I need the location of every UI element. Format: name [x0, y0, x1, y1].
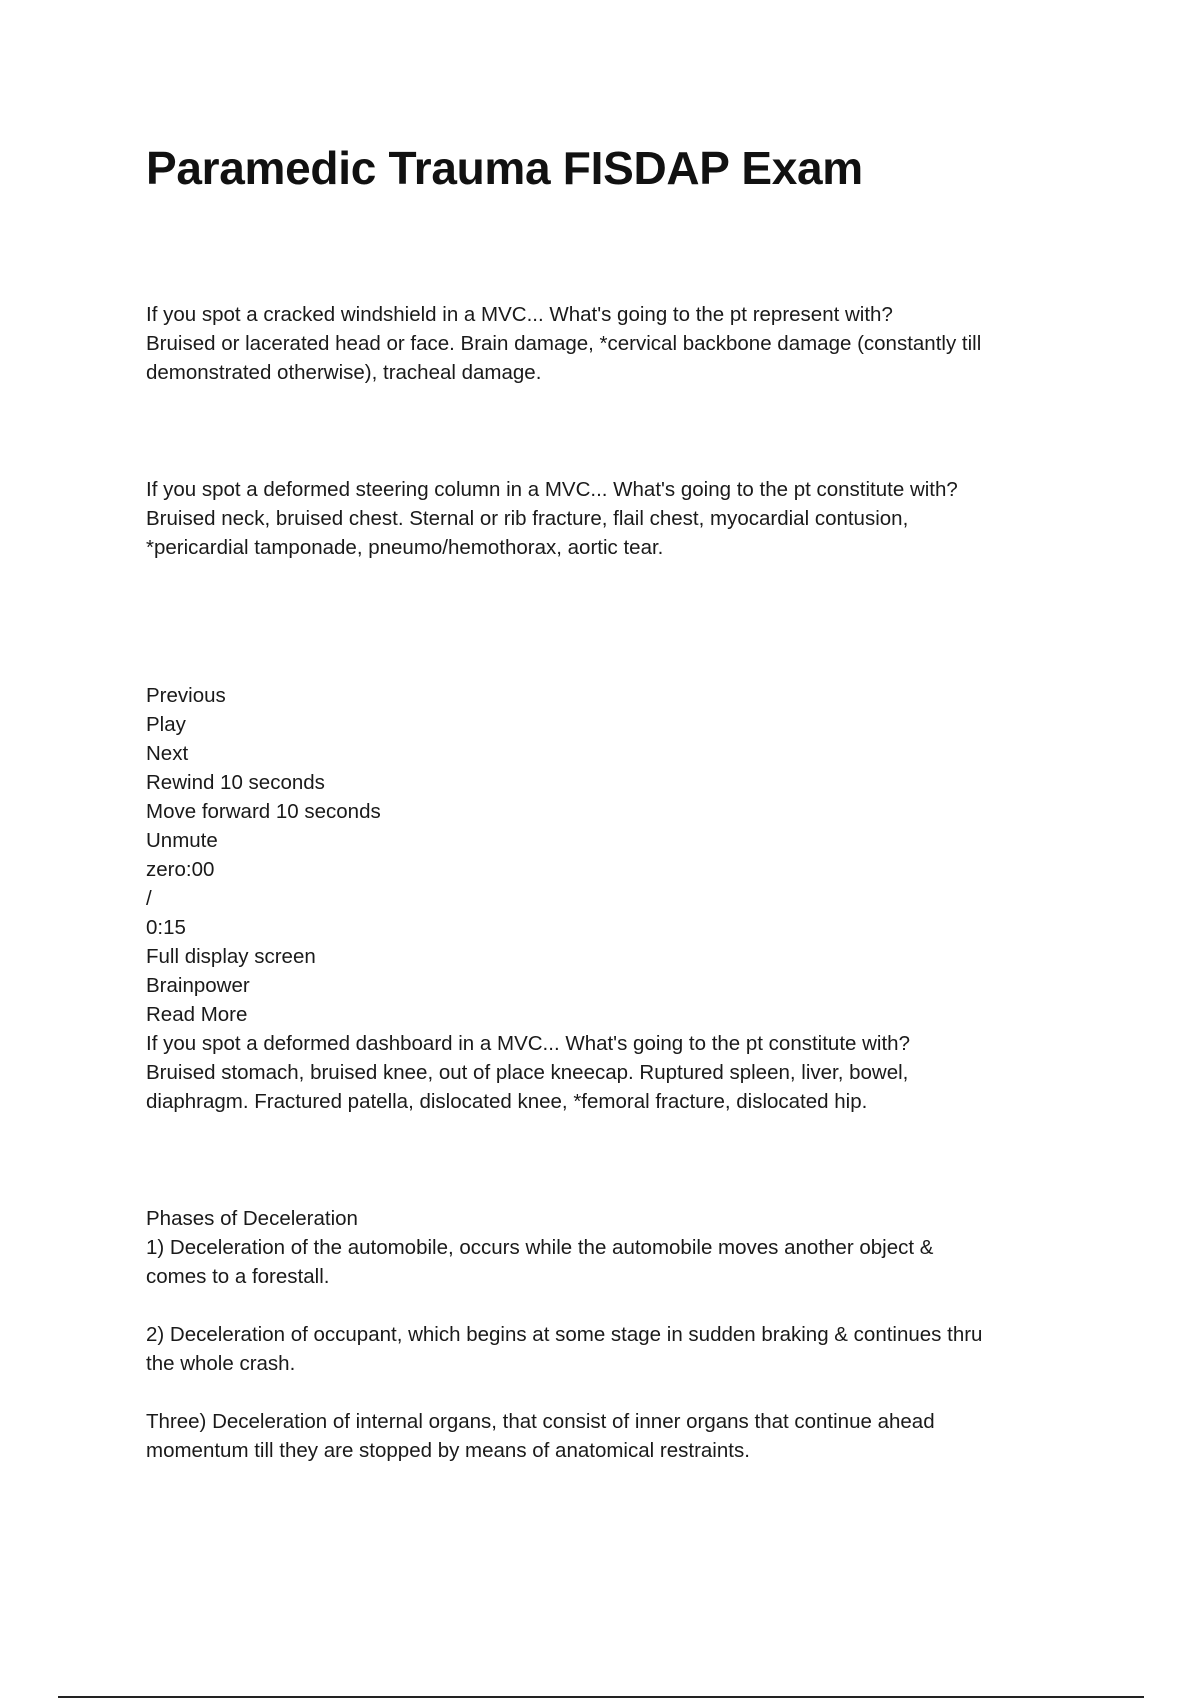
answer-text-line: demonstrated otherwise), tracheal damage.	[146, 361, 542, 384]
qa-phases-of-deceleration	[146, 1204, 1066, 1465]
previous-button[interactable]: Previous	[146, 684, 226, 707]
phase-text-line: momentum till they are stopped by means of anatomical restraints.	[146, 1439, 750, 1462]
qa-deformed-steering-column	[146, 475, 1066, 562]
qa-cracked-windshield	[146, 300, 1066, 387]
brainpower-label: Brainpower	[146, 974, 250, 997]
question-text: Phases of Deceleration	[146, 1207, 358, 1230]
current-time: zero:00	[146, 858, 215, 881]
phase-text-line: 2) Deceleration of occupant, which begins at some stage in sudden braking & continues thru	[146, 1323, 983, 1346]
paragraph-gap	[146, 1291, 1066, 1320]
phase-text-line: 1) Deceleration of the automobile, occurs while the automobile moves another object &	[146, 1236, 934, 1259]
answer-text-line: diaphragm. Fractured patella, dislocated knee, *femoral fracture, dislocated hip.	[146, 1090, 868, 1113]
question-text: If you spot a deformed dashboard in a MVC... What's going to the pt constitute with?	[146, 1032, 910, 1055]
unmute-button[interactable]: Unmute	[146, 829, 218, 852]
read-more-link[interactable]: Read More	[146, 1003, 248, 1026]
phase-text-line: comes to a forestall.	[146, 1265, 330, 1288]
answer-text-line: Bruised or lacerated head or face. Brain damage, *cervical backbone damage (constantly till	[146, 332, 982, 355]
answer-text-line: Bruised neck, bruised chest. Sternal or rib fracture, flail chest, myocardial contusion,	[146, 507, 909, 530]
paragraph-gap	[146, 1378, 1066, 1407]
page-title: Paramedic Trauma FISDAP Exam	[146, 142, 863, 194]
rewind-button[interactable]: Rewind 10 seconds	[146, 771, 325, 794]
duration: 0:15	[146, 916, 186, 939]
next-button[interactable]: Next	[146, 742, 189, 765]
phase-text-line: Three) Deceleration of internal organs, that consist of inner organs that continue ahead	[146, 1410, 935, 1433]
footer-divider	[58, 1696, 1144, 1698]
answer-text-line: Bruised stomach, bruised knee, out of place kneecap. Ruptured spleen, liver, bowel,	[146, 1061, 909, 1084]
video-player-controls-text	[146, 681, 1066, 1116]
forward-button[interactable]: Move forward 10 seconds	[146, 800, 381, 823]
play-button[interactable]: Play	[146, 713, 186, 736]
phase-text-line: the whole crash.	[146, 1352, 296, 1375]
time-separator: /	[146, 887, 152, 910]
answer-text-line: *pericardial tamponade, pneumo/hemothorax, aortic tear.	[146, 536, 664, 559]
question-text: If you spot a cracked windshield in a MVC... What's going to the pt represent with?	[146, 303, 893, 326]
question-text: If you spot a deformed steering column in a MVC... What's going to the pt constitute with?	[146, 478, 958, 501]
fullscreen-button[interactable]: Full display screen	[146, 945, 316, 968]
